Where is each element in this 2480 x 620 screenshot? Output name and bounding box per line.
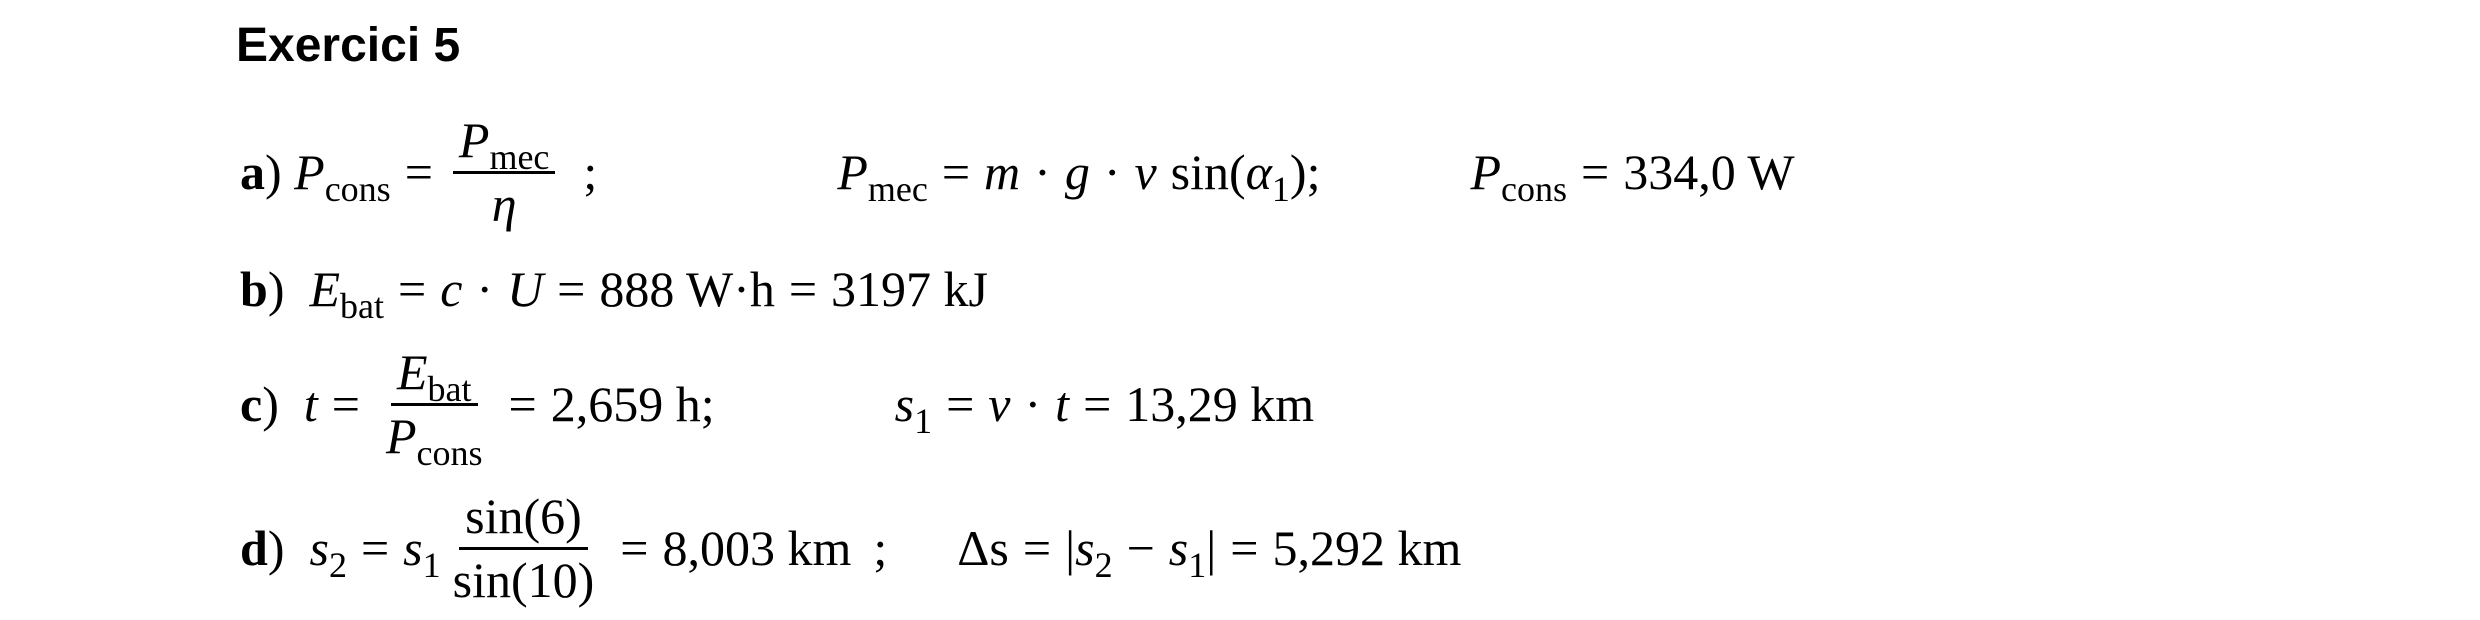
- exercise-title: Exercici 5: [236, 19, 461, 72]
- e-bat-value-wh: 888 W·h: [599, 261, 775, 317]
- separator-a1: ;: [583, 144, 598, 200]
- p-cons-symbol: $P_{cons}$: [294, 144, 391, 209]
- time-value: 2,659 h;: [550, 376, 715, 432]
- separator-d1: ;: [873, 520, 888, 576]
- label-d: d): [240, 520, 310, 576]
- p-mec-symbol: $P_{mec}$: [837, 144, 928, 209]
- line-a: a) $P_{cons}$ = $\frac{P_{mec}}{\eta}$ ; $P_{mec}$ = m · g · v $\sin(\alpha_1)$; $P_{cons}$ = 334,0 W: [240, 112, 1795, 232]
- line-d: d) $s_2$ = $s_1$ $\frac{\sin(6)}{\sin(10)}$ = 8,003 km ; Δs = $|s_2 - s_1|$ = 5,292 km: [240, 488, 1462, 608]
- s1-value: 13,29 km: [1125, 376, 1315, 432]
- s1-factor: $s_1$: [403, 520, 441, 585]
- fraction-ebat-over-pcons: $\frac{E_{bat}}{P_{cons}}$: [385, 344, 483, 473]
- delta-s-symbol: Δs: [957, 520, 1009, 576]
- fraction-pmec-over-eta: $\frac{P_{mec}}{\eta}$: [453, 114, 556, 230]
- velocity-symbol: v: [1134, 144, 1157, 200]
- sin-expression: $\sin(\alpha_1)$;: [1170, 144, 1321, 209]
- abs-difference: $|s_2 - s_1|$: [1065, 520, 1217, 585]
- line-b: b) $E_{bat}$ = c · U = 888 W·h = 3197 kJ: [240, 261, 988, 326]
- s2-value: 8,003 km: [662, 520, 852, 576]
- time-symbol: t: [303, 376, 318, 432]
- e-bat-value-kj: 3197 kJ: [831, 261, 988, 317]
- label-a: a): [240, 144, 295, 200]
- s1-symbol: $s_1$: [894, 376, 933, 441]
- s2-symbol: $s_2$: [309, 520, 347, 585]
- label-c: c): [240, 376, 304, 432]
- fraction-sin-ratio: $\frac{\sin(6)}{\sin(10)}$: [452, 488, 595, 608]
- gravity-symbol: g: [1064, 144, 1090, 200]
- label-b: b): [240, 261, 310, 317]
- time-symbol-c: t: [1055, 376, 1070, 432]
- delta-s-value: 5,292 km: [1272, 520, 1462, 576]
- line-c: c) t = $\frac{E_{bat}}{P_{cons}}$ = 2,659 h; $s_1$ = v · t = 13,29 km: [240, 344, 1315, 473]
- e-bat-symbol: $E_{bat}$: [309, 261, 384, 326]
- capacity-symbol: c: [440, 261, 463, 317]
- p-cons-value: 334,0 W: [1623, 144, 1795, 200]
- mass-symbol: m: [984, 144, 1021, 200]
- velocity-symbol-c: v: [988, 376, 1011, 432]
- voltage-symbol: U: [507, 261, 544, 317]
- p-cons-result-symbol: $P_{cons}$: [1470, 144, 1568, 209]
